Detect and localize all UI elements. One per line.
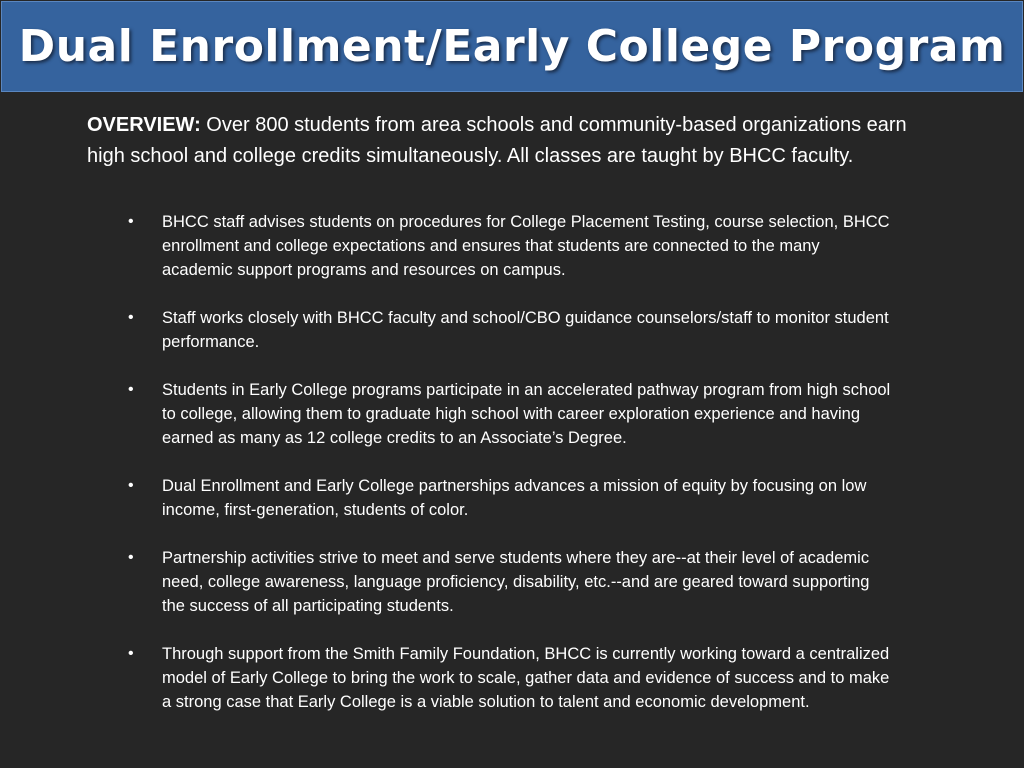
- bullet-item: [124, 546, 894, 618]
- bullet-icon: •: [128, 645, 134, 662]
- bullet-list: [124, 210, 894, 738]
- slide-title: Dual Enrollment/Early College Program: [18, 21, 1006, 72]
- overview-text: Over 800 students from area schools and community-based organizations earn high school and college credits simultaneously. All classes are taught by BHCC faculty.: [87, 114, 907, 167]
- bullet-text: BHCC staff advises students on procedures for College Placement Testing, course selection, BHCC enrollment and college expectations and ensures that students are connected to the many academic support programs and resources on campus.: [162, 213, 890, 279]
- bullet-icon: •: [128, 477, 134, 494]
- bullet-text: Staff works closely with BHCC faculty and school/CBO guidance counselors/staff to monitor student performance.: [162, 309, 889, 351]
- bullet-text: Students in Early College programs participate in an accelerated pathway program from high school to college, allowing them to graduate high school with career exploration experience and having earned as many as 12 college credits to an Associate’s Degree.: [162, 381, 891, 447]
- overview-label: OVERVIEW:: [87, 114, 201, 136]
- bullet-icon: •: [128, 381, 134, 398]
- overview-paragraph: [87, 110, 947, 171]
- bullet-item: [124, 210, 894, 282]
- bullet-icon: •: [128, 309, 134, 326]
- bullet-item: [124, 306, 894, 354]
- bullet-item: [124, 378, 894, 450]
- bullet-text: Partnership activities strive to meet and serve students where they are--at their level of academic need, college awareness, language proficiency, disability, etc.--and are geared toward supporting the success of all participating students.: [162, 549, 870, 615]
- title-bar: [1, 1, 1023, 92]
- bullet-icon: •: [128, 213, 134, 230]
- bullet-item: [124, 474, 894, 522]
- bullet-icon: •: [128, 549, 134, 566]
- bullet-item: [124, 642, 894, 714]
- bullet-text: Dual Enrollment and Early College partnerships advances a mission of equity by focusing on low income, first-generation, students of color.: [162, 477, 867, 519]
- bullet-text: Through support from the Smith Family Foundation, BHCC is currently working toward a centralized model of Early College to bring the work to scale, gather data and evidence of success and to make a strong case that Early College is a viable solution to talent and economic development.: [162, 645, 890, 711]
